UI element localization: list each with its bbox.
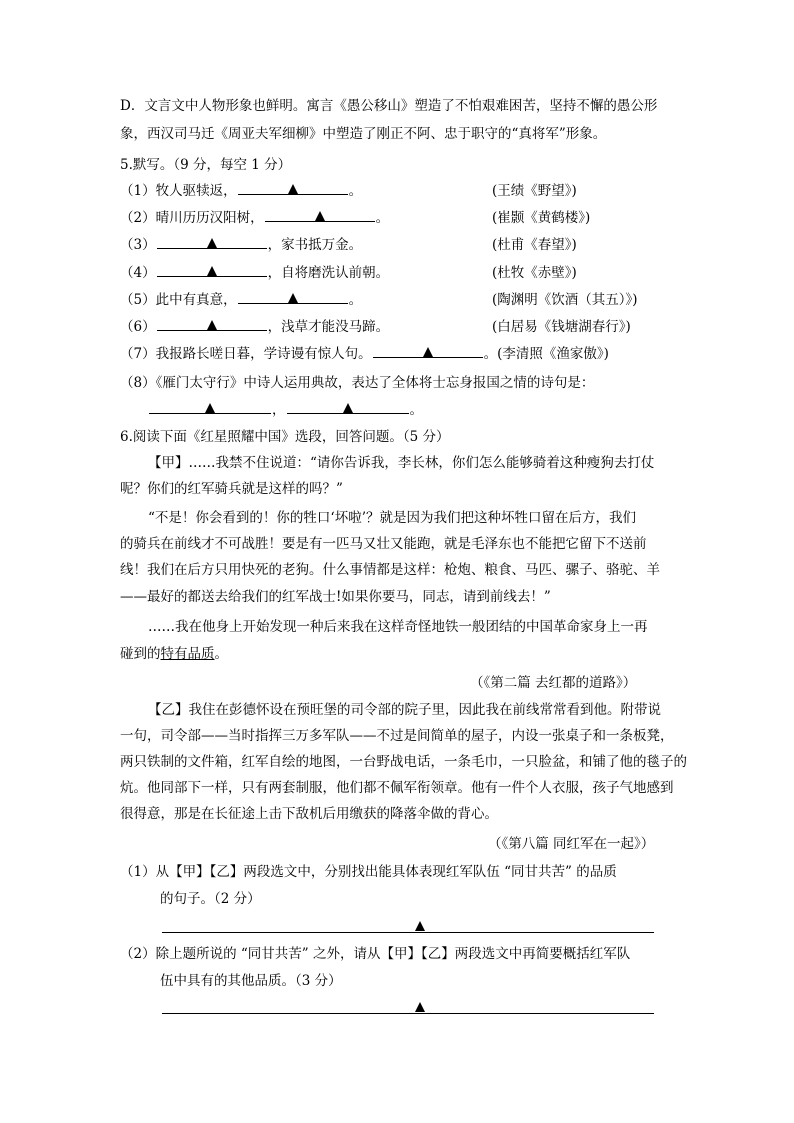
q5-title: 5.默写。（9 分，每空 1 分） (120, 157, 292, 173)
yi-paragraph-line: 炕。他同部下一样，只有两套制服，他们都不佩军衔领章。他有一件个人衣服，孩子气地感到 (120, 780, 674, 796)
blank-separator: ， (272, 402, 286, 418)
item-text-after: 。 (348, 183, 363, 199)
item-text-before: 我报路长嗟日暮，学诗谩有惊人句。 (155, 346, 372, 362)
jia-paragraph-line: ——最好的都送去给我们的红军战士!如果你要马，同志，请到前线去！” (120, 589, 551, 605)
sub-question-1-line1: （1）从【甲】【乙】两段选文中，分别找出能具体表现红军队伍 “同甘共苦” 的品质 (120, 864, 617, 880)
item-source: (王绩《野望》) (492, 183, 577, 199)
triangle-icon (288, 293, 298, 303)
item-source: (陶渊明《饮酒（其五）》) (492, 292, 638, 308)
fill-blank[interactable] (373, 344, 483, 358)
triangle-icon (207, 238, 217, 248)
fill-blank[interactable] (157, 263, 267, 277)
item-number: （6） (120, 319, 156, 335)
item-text: 《雁门太守行》中诗人运用典故，表达了全体将士忘身报国之情的诗句是： (155, 375, 595, 391)
jia-source: （《第二篇 去红都的道路》） (470, 675, 637, 691)
triangle-icon (205, 403, 215, 413)
triangle-icon (288, 184, 298, 194)
jia-paragraph-line: 的骑兵在前线才不可战胜！要是有一匹马又壮又能跑，就是毛泽东也不能把它留下不送前 (120, 536, 647, 552)
jia-paragraph-line: 线！我们在后方只用快死的老狗。什么事情都是这样：枪炮、粮食、马匹、骡子、骆驼、羊 (120, 562, 660, 578)
item-text-before: 晴川历历汉阳树， (155, 210, 264, 226)
sub-question-1-line2: 的句子。（2 分） (160, 891, 261, 907)
item-source: (崔颢《黄鹤楼》) (492, 210, 591, 226)
triangle-icon (415, 1002, 425, 1012)
triangle-icon (315, 211, 325, 221)
item-number: （7） (120, 346, 156, 362)
answer-line-1[interactable] (162, 932, 654, 933)
q5-item-7 (120, 344, 609, 364)
yi-paragraph-line: 很得意，那是在长征途上击下敌机后用缴获的降落伞做的背心。 (120, 806, 498, 822)
blank-end: 。 (409, 402, 423, 418)
triangle-icon (415, 921, 425, 931)
fill-blank[interactable] (265, 208, 375, 222)
jia-paragraph-line: “不是！你会看到的！你的牲口‘坏啦’？就是因为我们把这种坏牲口留在后方，我们 (148, 510, 636, 526)
item-text-before: 此中有真意， (155, 292, 237, 308)
item-text-after: 。(李清照《渔家傲》) (483, 346, 609, 362)
sub-question-2-line2: 伍中具有的其他品质。（3 分） (160, 973, 342, 989)
item-text-before: 牧人驱犊返， (155, 183, 237, 199)
jia-paragraph-last-line (120, 644, 228, 664)
item-source: (白居易《钱塘湖春行》) (492, 319, 631, 335)
item-text-after: ，浅草才能没马蹄。 (267, 319, 390, 335)
item-text-after: 。 (375, 210, 390, 226)
item-text-after: 。 (348, 292, 363, 308)
item-number: （4） (120, 265, 156, 281)
jia-paragraph-line: ……我在他身上开始发现一种后来我在这样奇怪地铁一般团结的中国革命家身上一再 (148, 619, 648, 635)
triangle-icon (343, 403, 353, 413)
fill-blank[interactable] (157, 317, 267, 331)
q5-item-4 (120, 263, 577, 283)
q5-item-8 (120, 373, 594, 393)
jia-last-suffix: 。 (214, 646, 228, 662)
item-number: （5） (120, 292, 156, 308)
triangle-icon (423, 347, 433, 357)
sub-question-2-line1: （2）除上题所说的 “同甘共苦” 之外，请从【甲】【乙】两段选文中再简要概括红军队 (120, 946, 631, 962)
fill-blank[interactable] (238, 290, 348, 304)
jia-paragraph-line: 【甲】……我禁不住说道：“请你告诉我，李长林，你们怎么能够骑着这种瘦狗去打仗 (148, 455, 655, 471)
jia-last-prefix: 碰到的 (120, 646, 161, 662)
yi-paragraph-line: 两只铁制的文件箱，红军自绘的地图，一台野战电话，一条毛巾，一只脸盆，和铺了他的毯子的 (120, 754, 687, 770)
item-number: （8） (120, 375, 156, 391)
q5-item-8-blanks (148, 400, 423, 420)
fill-blank[interactable] (157, 235, 267, 249)
item-text-after: ，家书抵万金。 (267, 237, 363, 253)
item-source: (杜牧《赤壁》) (492, 265, 577, 281)
triangle-icon (207, 266, 217, 276)
item-source: (杜甫《春望》) (492, 237, 577, 253)
option-d-line2: 象，西汉司马迁《周亚夫军细柳》中塑造了刚正不阿、忠于职守的“真将军”形象。 (120, 126, 607, 142)
q6-title: 6.阅读下面《红星照耀中国》选段，回答问题。（5 分） (120, 429, 450, 445)
triangle-icon (207, 320, 217, 330)
q5-item-6 (120, 317, 631, 337)
underlined-phrase: 特有品质 (160, 646, 215, 662)
item-number: （2） (120, 210, 156, 226)
yi-source: （《第八篇 同红军在一起》） (488, 836, 655, 852)
answer-line-2[interactable] (162, 1013, 654, 1014)
yi-paragraph-line: 一句，司令部——当时指挥三万多军队——不过是间简单的屋子，内设一张桌子和一条板凳， (120, 728, 674, 744)
q5-item-1 (120, 181, 577, 201)
q5-item-3 (120, 235, 577, 255)
item-number: （1） (120, 183, 156, 199)
q5-item-5 (120, 290, 638, 310)
q5-item-2 (120, 208, 591, 228)
fill-blank[interactable] (238, 181, 348, 195)
fill-blank[interactable] (287, 400, 409, 414)
yi-paragraph-line: 【乙】我住在彭德怀设在预旺堡的司令部的院子里，因此我在前线常常看到他。附带说 (148, 702, 661, 718)
item-text-after: ，自将磨洗认前朝。 (267, 265, 390, 281)
jia-paragraph-line: 呢？你们的红军骑兵就是这样的吗？” (120, 481, 343, 497)
item-number: （3） (120, 237, 156, 253)
fill-blank[interactable] (149, 400, 271, 414)
option-d-line1: D．文言文中人物形象也鲜明。寓言《愚公移山》塑造了不怕艰难困苦，坚持不懈的愚公形 (120, 98, 658, 114)
